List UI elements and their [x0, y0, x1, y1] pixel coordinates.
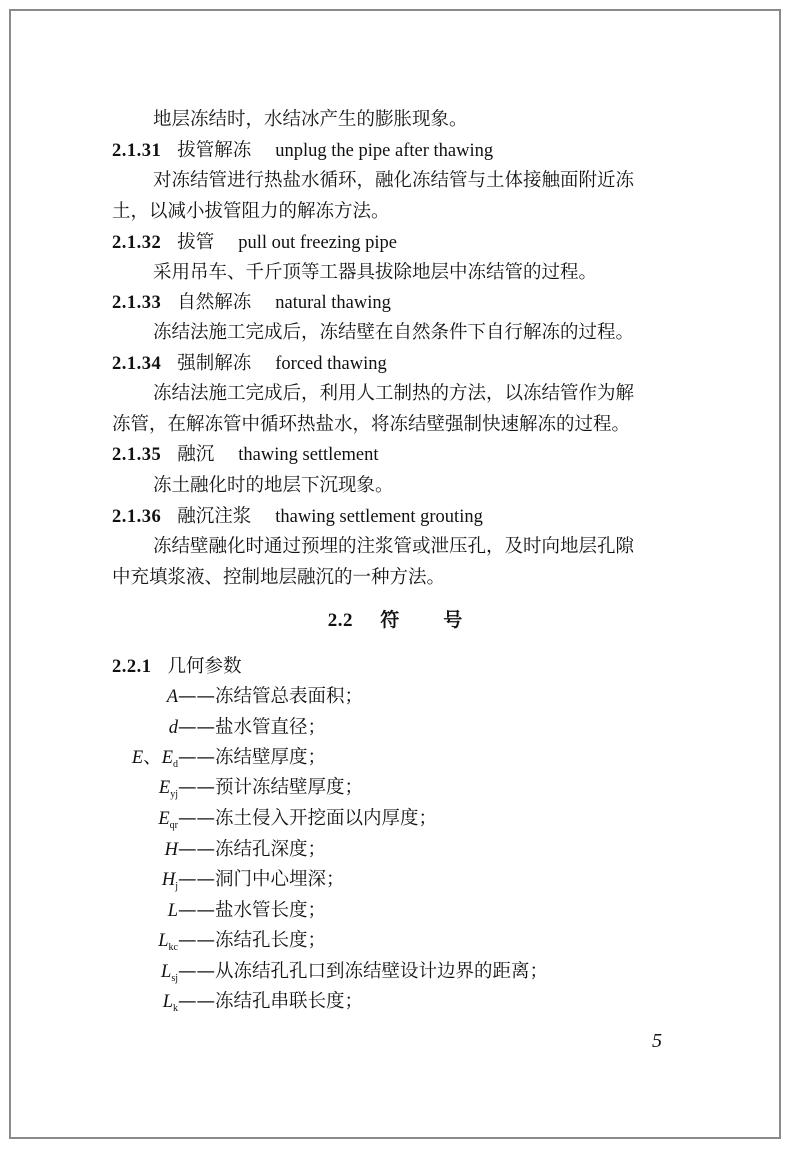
term-en: pull out freezing pipe — [238, 233, 398, 253]
page-number: 5 — [652, 1030, 662, 1052]
text-line: 对冻结管进行热盐水循环，融化冻结管与土体接触面附近冻 — [153, 170, 635, 191]
symbol: $L_{sj}$ — [161, 962, 178, 984]
term-2-1-34 — [112, 352, 387, 376]
symbol: E、$E_d$ — [131, 747, 178, 770]
term-en: thawing settlement grouting — [275, 507, 483, 527]
term-cn: 融沉 — [177, 444, 215, 465]
text-line: 中充填浆液、控制地层融沉的一种方法。 — [112, 567, 446, 588]
term-en: forced thawing — [275, 354, 387, 374]
text-line: 土，以减小拔管阻力的解冻方法。 — [112, 201, 390, 222]
text-line: 冻管，在解冻管中循环热盐水，将冻结壁强制快速解冻的过程。 — [112, 414, 631, 435]
symbol-definition: ——从冻结孔孔口到冻结壁设计边界的距离； — [178, 961, 549, 982]
text-line: 冻结法施工完成后，利用人工制热的方法，以冻结管作为解 — [153, 383, 635, 404]
symbol: A — [166, 687, 178, 707]
symbol-definition: ——冻结孔串联长度； — [178, 991, 364, 1012]
subsection-number: 2.2.1 — [112, 657, 152, 677]
text-line: 地层冻结时，水结冰产生的膨胀现象。 — [153, 109, 468, 130]
term-2-1-33 — [112, 291, 391, 315]
term-2-1-36 — [112, 505, 483, 529]
text-line: 冻结壁融化时通过预埋的注浆管或泄压孔，及时向地层孔隙 — [153, 536, 635, 557]
term-en: thawing settlement — [238, 445, 379, 465]
term-cn: 拔管 — [177, 232, 215, 253]
symbol: $L_{kc}$ — [158, 931, 178, 953]
text-line: 冻土融化时的地层下沉现象。 — [153, 475, 394, 496]
term-number: 2.1.35 — [112, 445, 162, 465]
term-cn: 拔管解冻 — [177, 140, 252, 161]
symbol-definition: ——冻结管总表面积； — [178, 686, 364, 707]
term-number: 2.1.36 — [112, 507, 162, 527]
term-en: natural thawing — [275, 293, 391, 313]
symbol: $H_j$ — [161, 870, 178, 892]
term-en: unplug the pipe after thawing — [275, 141, 494, 161]
symbol-definition: ——冻结孔长度； — [178, 930, 327, 951]
symbol-definition: ——盐水管长度； — [178, 900, 327, 921]
symbol: d — [168, 718, 178, 738]
symbol-definition: ——盐水管直径； — [178, 717, 327, 738]
symbol: H — [164, 840, 178, 860]
term-number: 2.1.33 — [112, 293, 162, 313]
term-2-1-31 — [112, 139, 493, 163]
section-title-char: 号 — [443, 609, 463, 631]
section-number: 2.2 — [327, 610, 353, 631]
subsection-2-2-1 — [112, 655, 242, 679]
symbol-definition: ——预计冻结壁厚度； — [178, 777, 364, 798]
term-2-1-32 — [112, 231, 397, 255]
subsection-title: 几何参数 — [167, 656, 242, 677]
term-cn: 自然解冻 — [177, 292, 252, 313]
symbol: $E_{yj}$ — [158, 778, 178, 800]
section-title-char: 符 — [380, 609, 400, 631]
text-line: 冻结法施工完成后，冻结壁在自然条件下自行解冻的过程。 — [153, 322, 635, 343]
symbol-definition: ——冻结孔深度； — [178, 839, 327, 860]
symbol: L — [167, 901, 178, 921]
term-number: 2.1.34 — [112, 354, 162, 374]
symbol-definition: ——洞门中心埋深； — [178, 869, 345, 890]
term-cn: 融沉注浆 — [177, 506, 252, 527]
symbol-definition: ——冻结壁厚度； — [178, 747, 327, 768]
term-2-1-35 — [112, 443, 379, 467]
term-number: 2.1.32 — [112, 233, 162, 253]
symbol-definition: ——冻土侵入开挖面以内厚度； — [178, 808, 438, 829]
term-cn: 强制解冻 — [177, 353, 252, 374]
symbol: $L_k$ — [162, 992, 178, 1014]
term-number: 2.1.31 — [112, 141, 162, 161]
text-line: 采用吊车、千斤顶等工器具拔除地层中冻结管的过程。 — [153, 262, 598, 283]
symbol: $E_{qr}$ — [158, 809, 178, 831]
section-heading — [0, 608, 790, 633]
